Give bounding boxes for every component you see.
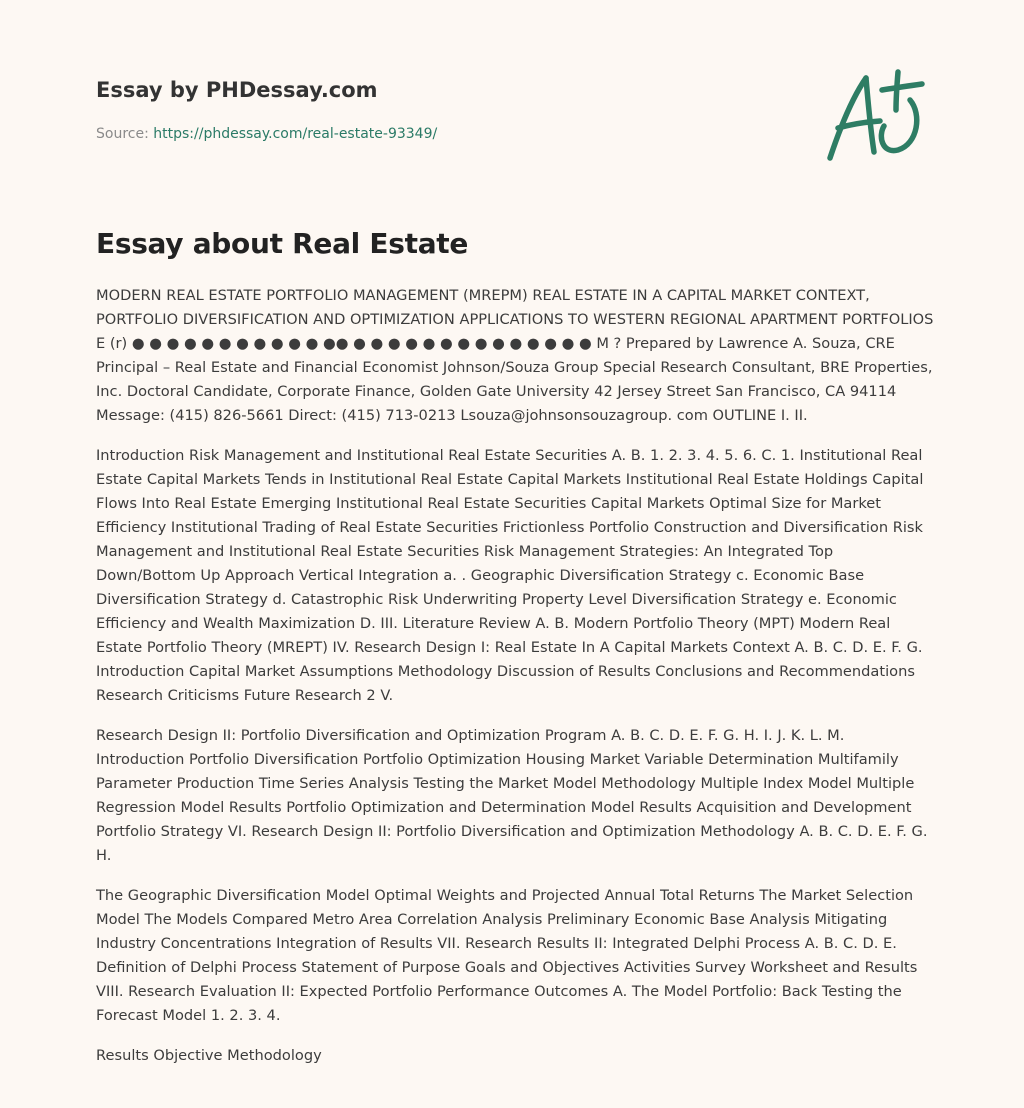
page-header (96, 72, 796, 144)
essay-paragraph: Research Design II: Portfolio Diversification and Optimization Program A. B. C. D. E. F. G. H. I. J. K. L. M. Introduction Portfolio Diversification Portfolio Optimization Housing Market Variable Determination Multifamily Parameter Production Time Series Analysis Testing the Market Model Methodology Multiple Index Model Multiple Regression Model Results Portfolio Optimization and Determination Model Results Acquisition and Development Portfolio Strategy VI. Research Design II: Portfolio Diversification and Optimization Methodology A. B. C. D. E. F. G. H. (96, 727, 928, 864)
source-link[interactable]: https://phdessay.com/real-estate-93349/ (153, 126, 438, 142)
a-plus-logo-icon (818, 66, 930, 166)
source-label: Source: (96, 126, 154, 142)
essay-paragraph: Results Objective Methodology (96, 1047, 322, 1064)
essay-body (96, 284, 936, 1084)
essay-paragraph: The Geographic Diversification Model Optimal Weights and Projected Annual Total Returns The Market Selection Model The Models Compared Metro Area Correlation Analysis Preliminary Economic Base Analysis Mitigating Industry Concentrations Integration of Results VII. Research Results II: Integrated Delphi Process A. B. C. D. E. Definition of Delphi Process Statement of Purpose Goals and Objectives Activities Survey Worksheet and Results VIII. Research Evaluation II: Expected Portfolio Performance Outcomes A. The Model Portfolio: Back Testing the Forecast Model 1. 2. 3. 4. (96, 887, 918, 1024)
essay-title: Essay about Real Estate (96, 227, 469, 260)
source-line (96, 124, 796, 144)
essay-paragraph: Introduction Risk Management and Institutional Real Estate Securities A. B. 1. 2. 3. 4. 5. 6. C. 1. Institutional Real Estate Capital Markets Tends in Institutional Real Estate Capital Markets Institutional Real Estate Holdings Capital Flows Into Real Estate Emerging Institutional Real Estate Securities Capital Markets Optimal Size for Market Efficiency Institutional Trading of Real Estate Securities Frictionless Portfolio Construction and Diversification Risk Management and Institutional Real Estate Securities Risk Management Strategies: An Integrated Top Down/Bottom Up Approach Vertical Integration a. . Geographic Diversification Strategy c. Economic Base Diversification Strategy d. Catastrophic Risk Underwriting Property Level Diversification Strategy e. Economic Efficiency and Wealth Maximization D. III. Literature Review A. B. Modern Portfolio Theory (MPT) Modern Real Estate Portfolio Theory (MREPT) IV. Research Design I: Real Estate In A Capital Markets Context A. B. C. D. E. F. G. Introduction Capital Market Assumptions Methodology Discussion of Results Conclusions and Recommendations Research Criticisms Future Research 2 V. (96, 447, 924, 704)
site-title: Essay by PHDessay.com (96, 78, 378, 102)
essay-paragraph: MODERN REAL ESTATE PORTFOLIO MANAGEMENT (MREPM) REAL ESTATE IN A CAPITAL MARKET CONTEXT, PORTFOLIO DIVERSIFICATION AND OPTIMIZATION APPLICATIONS TO WESTERN REGIONAL APARTMENT PORTFOLIOS E (r) ● ● ● ● ● ● ● ● ● ● ● ●● ● ● ● ● ● ● ● ● ● ● ● ● ● ● M ? Prepared by Lawrence A. Souza, CRE Principal – Real Estate and Financial Economist Johnson/Souza Group Special Research Consultant, BRE Properties, Inc. Doctoral Candidate, Corporate Finance, Golden Gate University 42 Jersey Street San Francisco, CA 94114 Message: (415) 826-5661 Direct: (415) 713-0213 Lsouza@johnsonsouzagroup. com OUTLINE I. II. (96, 287, 934, 424)
